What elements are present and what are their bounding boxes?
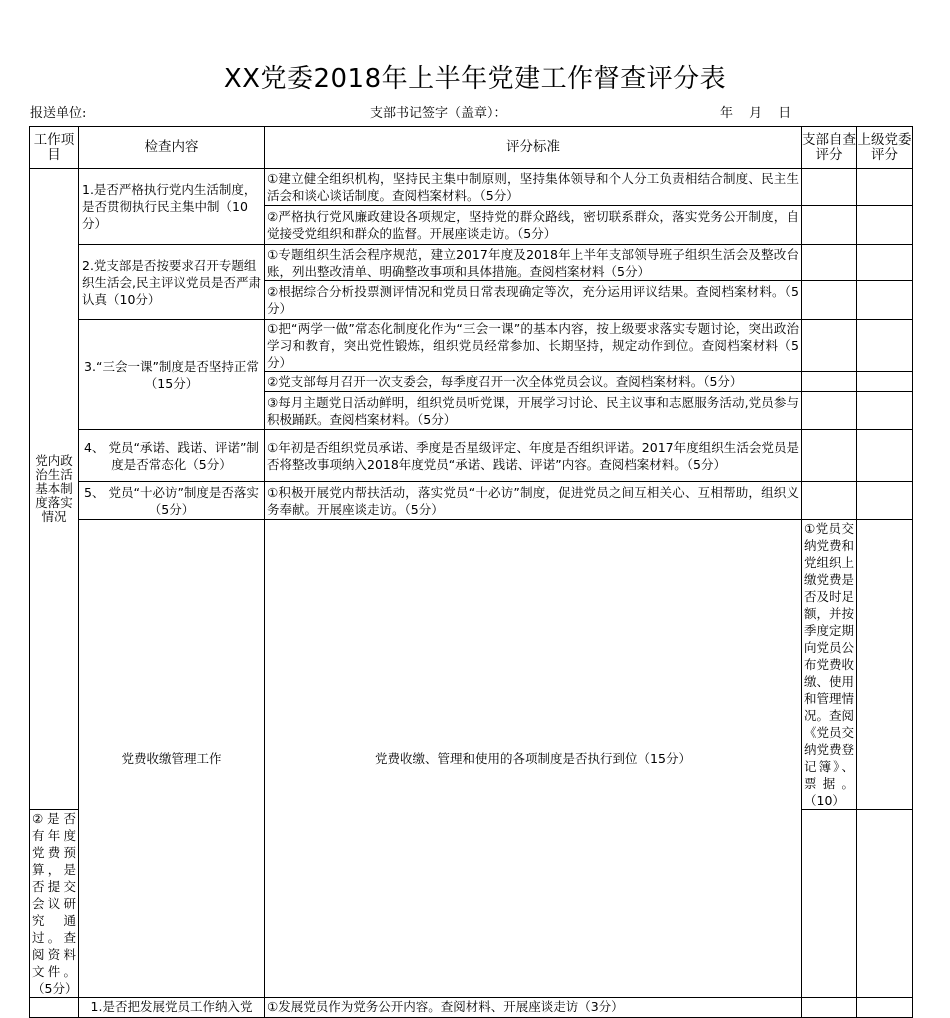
check-item-6: 党费收缴、管理和使用的各项制度是否执行到位（15分） [265,520,802,998]
self-score-cell[interactable] [802,998,857,1018]
self-score-cell[interactable] [802,245,857,281]
upper-score-cell[interactable] [857,482,913,520]
score-table [29,126,913,1018]
criteria-cell: ①专题组织生活会程序规范，建立2017年度及2018年上半年支部领导班子组织生活会及整改台账，列出整改清单、明确整改事项和具体措施。查阅档案材料（5分） [265,245,802,281]
upper-score-cell[interactable] [857,392,913,430]
upper-score-cell[interactable] [857,372,913,392]
upper-score-cell[interactable] [857,998,913,1018]
category-cell-party-dues: 党费收缴管理工作 [79,520,265,998]
self-score-cell[interactable] [802,206,857,245]
category-cell-party-development [30,998,79,1018]
check-item-7: 1.是否把发展党员工作纳入党 [79,998,265,1018]
col-header-upper-score: 上级党委评分 [857,127,913,169]
self-score-cell[interactable] [802,482,857,520]
upper-score-cell[interactable] [857,245,913,281]
check-item-5: 5、 党员“十必访”制度是否落实（5分） [79,482,265,520]
upper-score-cell[interactable] [857,320,913,372]
criteria-cell: ②是否有年度党费预算，是否提交会议研究通过。查阅资料文件。（5分） [30,810,79,998]
upper-score-cell[interactable] [857,430,913,482]
check-item-4: 4、 党员“承诺、践诺、评诺”制度是否常态化（5分） [79,430,265,482]
check-item-2: 2.党支部是否按要求召开专题组织生活会,民主评议党员是否严肃认真（10分） [79,245,265,320]
self-score-cell[interactable] [802,810,857,998]
check-item-1: 1.是否严格执行党内生活制度，是否贯彻执行民主集中制（10分） [79,169,265,245]
self-score-cell[interactable] [802,392,857,430]
criteria-cell: ①发展党员作为党务公开内容。查阅材料、开展座谈走访（3分） [265,998,802,1018]
criteria-cell: ③每月主题党日活动鲜明，组织党员听党课，开展学习讨论、民主议事和志愿服务活动,党员参与积极踊跃。查阅档案材料。（5分） [265,392,802,430]
upper-score-cell[interactable] [857,281,913,320]
criteria-cell: ①把“两学一做”常态化制度化作为“三会一课”的基本内容，按上级要求落实专题讨论，突出政治学习和教育，突出党性锻炼，组织党员经常参加、长期坚持，规定动作到位。查阅档案材料（5分） [265,320,802,372]
self-score-cell[interactable] [802,169,857,206]
date-label: 年 月 日 [720,106,792,121]
branch-secretary-sign-label: 支部书记签字（盖章）： [370,106,507,121]
col-header-content: 检查内容 [79,127,265,169]
self-score-cell[interactable] [857,520,913,810]
category-cell-political-life: 党内政治生活基本制度落实情况 [30,169,79,810]
upper-score-cell[interactable] [857,169,913,206]
criteria-cell: ①党员交纳党费和党组织上缴党费是否及时足额，并按季度定期向党员公布党费收缴、使用和管理情况。查阅《党员交纳党费登记簿》、票据。（10） [802,520,857,810]
upper-score-cell[interactable] [857,810,913,998]
criteria-cell: ②党支部每月召开一次支委会，每季度召开一次全体党员会议。查阅档案材料。（5分） [265,372,802,392]
page-title: XX党委2018年上半年党建工作督查评分表 [223,64,727,94]
criteria-cell: ①建立健全组织机构，坚持民主集中制原则，坚持集体领导和个人分工负责相结合制度、民主生活会和谈心谈话制度。查阅档案材料。（5分） [265,169,802,206]
self-score-cell[interactable] [802,320,857,372]
self-score-cell[interactable] [802,281,857,320]
criteria-cell: ①年初是否组织党员承诺、季度是否星级评定、年度是否组织评诺。2017年度组织生活会党员是否将整改事项纳入2018年度党员“承诺、践诺、评诺”内容。查阅档案材料。（5分） [265,430,802,482]
check-item-3: 3.“三会一课”制度是否坚持正常（15分） [79,320,265,430]
criteria-cell: ②根据综合分析投票测评情况和党员日常表现确定等次，充分运用评议结果。查阅档案材料。（5分） [265,281,802,320]
self-score-cell[interactable] [802,372,857,392]
criteria-cell: ①积极开展党内帮扶活动，落实党员“十必访”制度，促进党员之间互相关心、互相帮助，组织义务奉献。开展座谈走访。（5分） [265,482,802,520]
report-unit-label: 报送单位: [30,106,87,121]
col-header-category: 工作项目 [30,127,79,169]
col-header-self-score: 支部自查评分 [802,127,857,169]
self-score-cell[interactable] [802,430,857,482]
col-header-criteria: 评分标准 [265,127,802,169]
upper-score-cell[interactable] [857,206,913,245]
criteria-cell: ②严格执行党风廉政建设各项规定，坚持党的群众路线，密切联系群众，落实党务公开制度，自觉接受党组织和群众的监督。开展座谈走访。（5分） [265,206,802,245]
